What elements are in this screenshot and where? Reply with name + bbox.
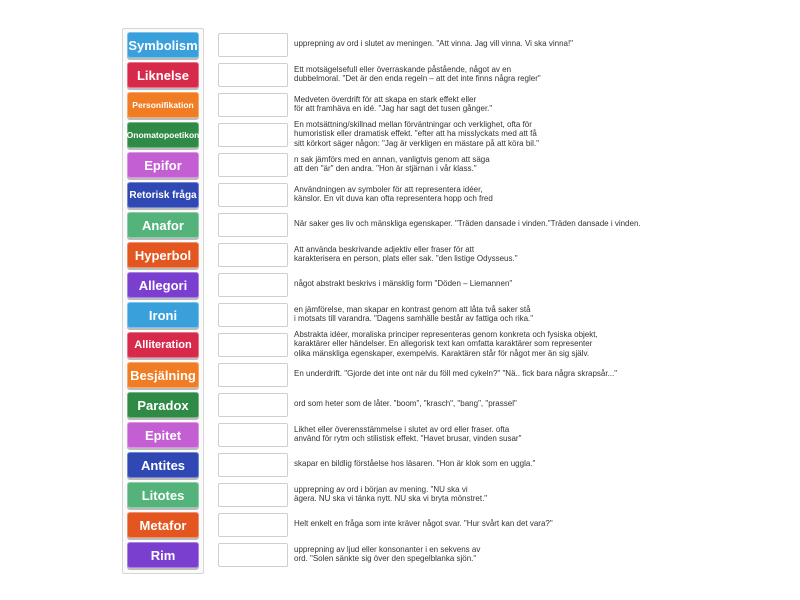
answer-slot[interactable] (218, 93, 288, 117)
description-line: En motsättning/skillnad mellan förväntningar och verklighet, ofta för (294, 119, 532, 129)
term-card-allegori[interactable]: Allegori (127, 272, 199, 298)
description-line: upprepning av ord i slutet av meningen. "Att vinna. Jag vill vinna. Vi ska vinna!" (294, 39, 574, 49)
description-text (294, 31, 694, 57)
description-text (294, 241, 694, 267)
term-card-anafor[interactable]: Anafor (127, 212, 199, 238)
term-card-epitet[interactable]: Epitet (127, 422, 199, 448)
description-line: upprepning av ord i början av mening. "NU ska vi (294, 484, 468, 494)
term-panel (122, 28, 204, 574)
description-text (294, 301, 694, 327)
answer-slot[interactable] (218, 513, 288, 537)
term-card-onomatopoetikon[interactable]: Onomatopoetikon (127, 122, 199, 148)
description-line: Likhet eller överensstämmelse i slutet av ord eller fraser. ofta (294, 424, 510, 434)
description-text (294, 391, 694, 417)
description-line: något abstrakt beskrivs i mänsklig form "Döden – Liemannen" (294, 279, 513, 289)
term-card-rim[interactable]: Rim (127, 542, 199, 568)
description-line: karaktärer eller händelser. En allegorisk text kan omfatta karaktärer som representer (294, 339, 593, 349)
description-line: dubbelmoral. "Det är den enda regeln – att det inte finns några regler" (294, 74, 541, 83)
answer-slot[interactable] (218, 213, 288, 237)
answer-slot[interactable] (218, 183, 288, 207)
description-text (294, 451, 694, 477)
description-text (294, 121, 694, 147)
description-text (294, 541, 694, 567)
description-line: Abstrakta idéer, moraliska principer representeras genom konkreta och fysiska objekt, (294, 329, 598, 339)
answer-slot[interactable] (218, 303, 288, 327)
description-line: n sak jämförs med en annan, vanligtvis genom att säga (294, 154, 490, 164)
description-line: känslor. En vit duva kan ofta representera hopp och fred (294, 194, 493, 203)
description-line: Helt enkelt en fråga som inte kräver något svar. "Hur svårt kan det vara?" (294, 519, 553, 529)
term-card-antites[interactable]: Antites (127, 452, 199, 478)
answer-slot[interactable] (218, 273, 288, 297)
description-line: ord. "Solen sänkte sig över den spegelblanka sjön." (294, 554, 477, 563)
description-line: Ett motsägelsefull eller överraskande påstående, något av en (294, 64, 512, 74)
description-line: upprepning av ljud eller konsonanter i en sekvens av (294, 544, 481, 554)
description-text (294, 421, 694, 447)
answer-slot[interactable] (218, 153, 288, 177)
description-text (294, 481, 694, 507)
answer-slot[interactable] (218, 393, 288, 417)
description-text (294, 211, 694, 237)
description-line: att den "är" den andra. "Hon är stjärnan i vår klass." (294, 164, 477, 173)
description-text (294, 151, 694, 177)
description-line: ägera. NU ska vi tänka nytt. NU ska vi bryta mönstret." (294, 494, 488, 503)
description-line: olika mänskliga egenskaper, exempelvis. Karaktären står för något mer än sig själv. (294, 348, 590, 358)
description-line: När saker ges liv och mänskliga egenskaper. "Träden dansade i vinden."Träden dansade i vinden. (294, 219, 641, 229)
description-text (294, 61, 694, 87)
description-line: använd för rytm och stilistisk effekt. "Havet brusar, vinden susar" (294, 434, 522, 443)
description-line: en jämförelse, man skapar en kontrast genom att låta två saker stå (294, 304, 531, 314)
answer-slot[interactable] (218, 33, 288, 57)
answer-slot[interactable] (218, 363, 288, 387)
description-line: humoristisk eller dramatisk effekt. "efter att ha misslyckats med att få (294, 129, 537, 139)
description-line: Användningen av symboler för att representera idéer, (294, 184, 483, 194)
answer-slot[interactable] (218, 63, 288, 87)
answer-slot[interactable] (218, 333, 288, 357)
description-line: Medveten överdrift för att skapa en stark effekt eller (294, 94, 477, 104)
description-text (294, 181, 694, 207)
answer-slot[interactable] (218, 423, 288, 447)
term-card-personifikation[interactable]: Personifikation (127, 92, 199, 118)
term-card-retorisk-fråga[interactable]: Retorisk fråga (127, 182, 199, 208)
description-text (294, 271, 694, 297)
description-line: i motsats till varandra. "Dagens samhälle består av fattiga och rika." (294, 314, 534, 323)
term-card-besjälning[interactable]: Besjälning (127, 362, 199, 388)
description-line: skapar en bildlig förståelse hos läsaren. "Hon är klok som en uggla." (294, 459, 536, 469)
description-line: för att framhäva en idé. "Jag har sagt det tusen gånger." (294, 104, 493, 113)
description-text (294, 361, 694, 387)
term-card-metafor[interactable]: Metafor (127, 512, 199, 538)
term-card-liknelse[interactable]: Liknelse (127, 62, 199, 88)
answer-slot[interactable] (218, 543, 288, 567)
term-card-paradox[interactable]: Paradox (127, 392, 199, 418)
description-line: En underdrift. "Gjorde det inte ont när du föll med cykeln?" "Nä.. fick bara några skrapsår..." (294, 369, 618, 379)
answer-slot[interactable] (218, 243, 288, 267)
description-line: karakterisera en person, plats eller sak. "den listige Odysseus." (294, 254, 518, 263)
description-text (294, 511, 694, 537)
description-line: ord som heter som de låter. "boom", "krasch", "bang", "prassel" (294, 399, 517, 409)
answer-slot[interactable] (218, 123, 288, 147)
description-text (294, 331, 694, 357)
term-card-symbolism[interactable]: Symbolism (127, 32, 199, 58)
term-card-hyperbol[interactable]: Hyperbol (127, 242, 199, 268)
description-line: sitt körkort säger någon: "Jag är verkligen en mästare på att köra bil." (294, 138, 539, 148)
answer-slot[interactable] (218, 483, 288, 507)
term-card-epifor[interactable]: Epifor (127, 152, 199, 178)
answer-slot[interactable] (218, 453, 288, 477)
description-text (294, 91, 694, 117)
description-line: Att använda beskrivande adjektiv eller fraser för att (294, 244, 475, 254)
term-card-alliteration[interactable]: Alliteration (127, 332, 199, 358)
term-card-ironi[interactable]: Ironi (127, 302, 199, 328)
term-card-litotes[interactable]: Litotes (127, 482, 199, 508)
